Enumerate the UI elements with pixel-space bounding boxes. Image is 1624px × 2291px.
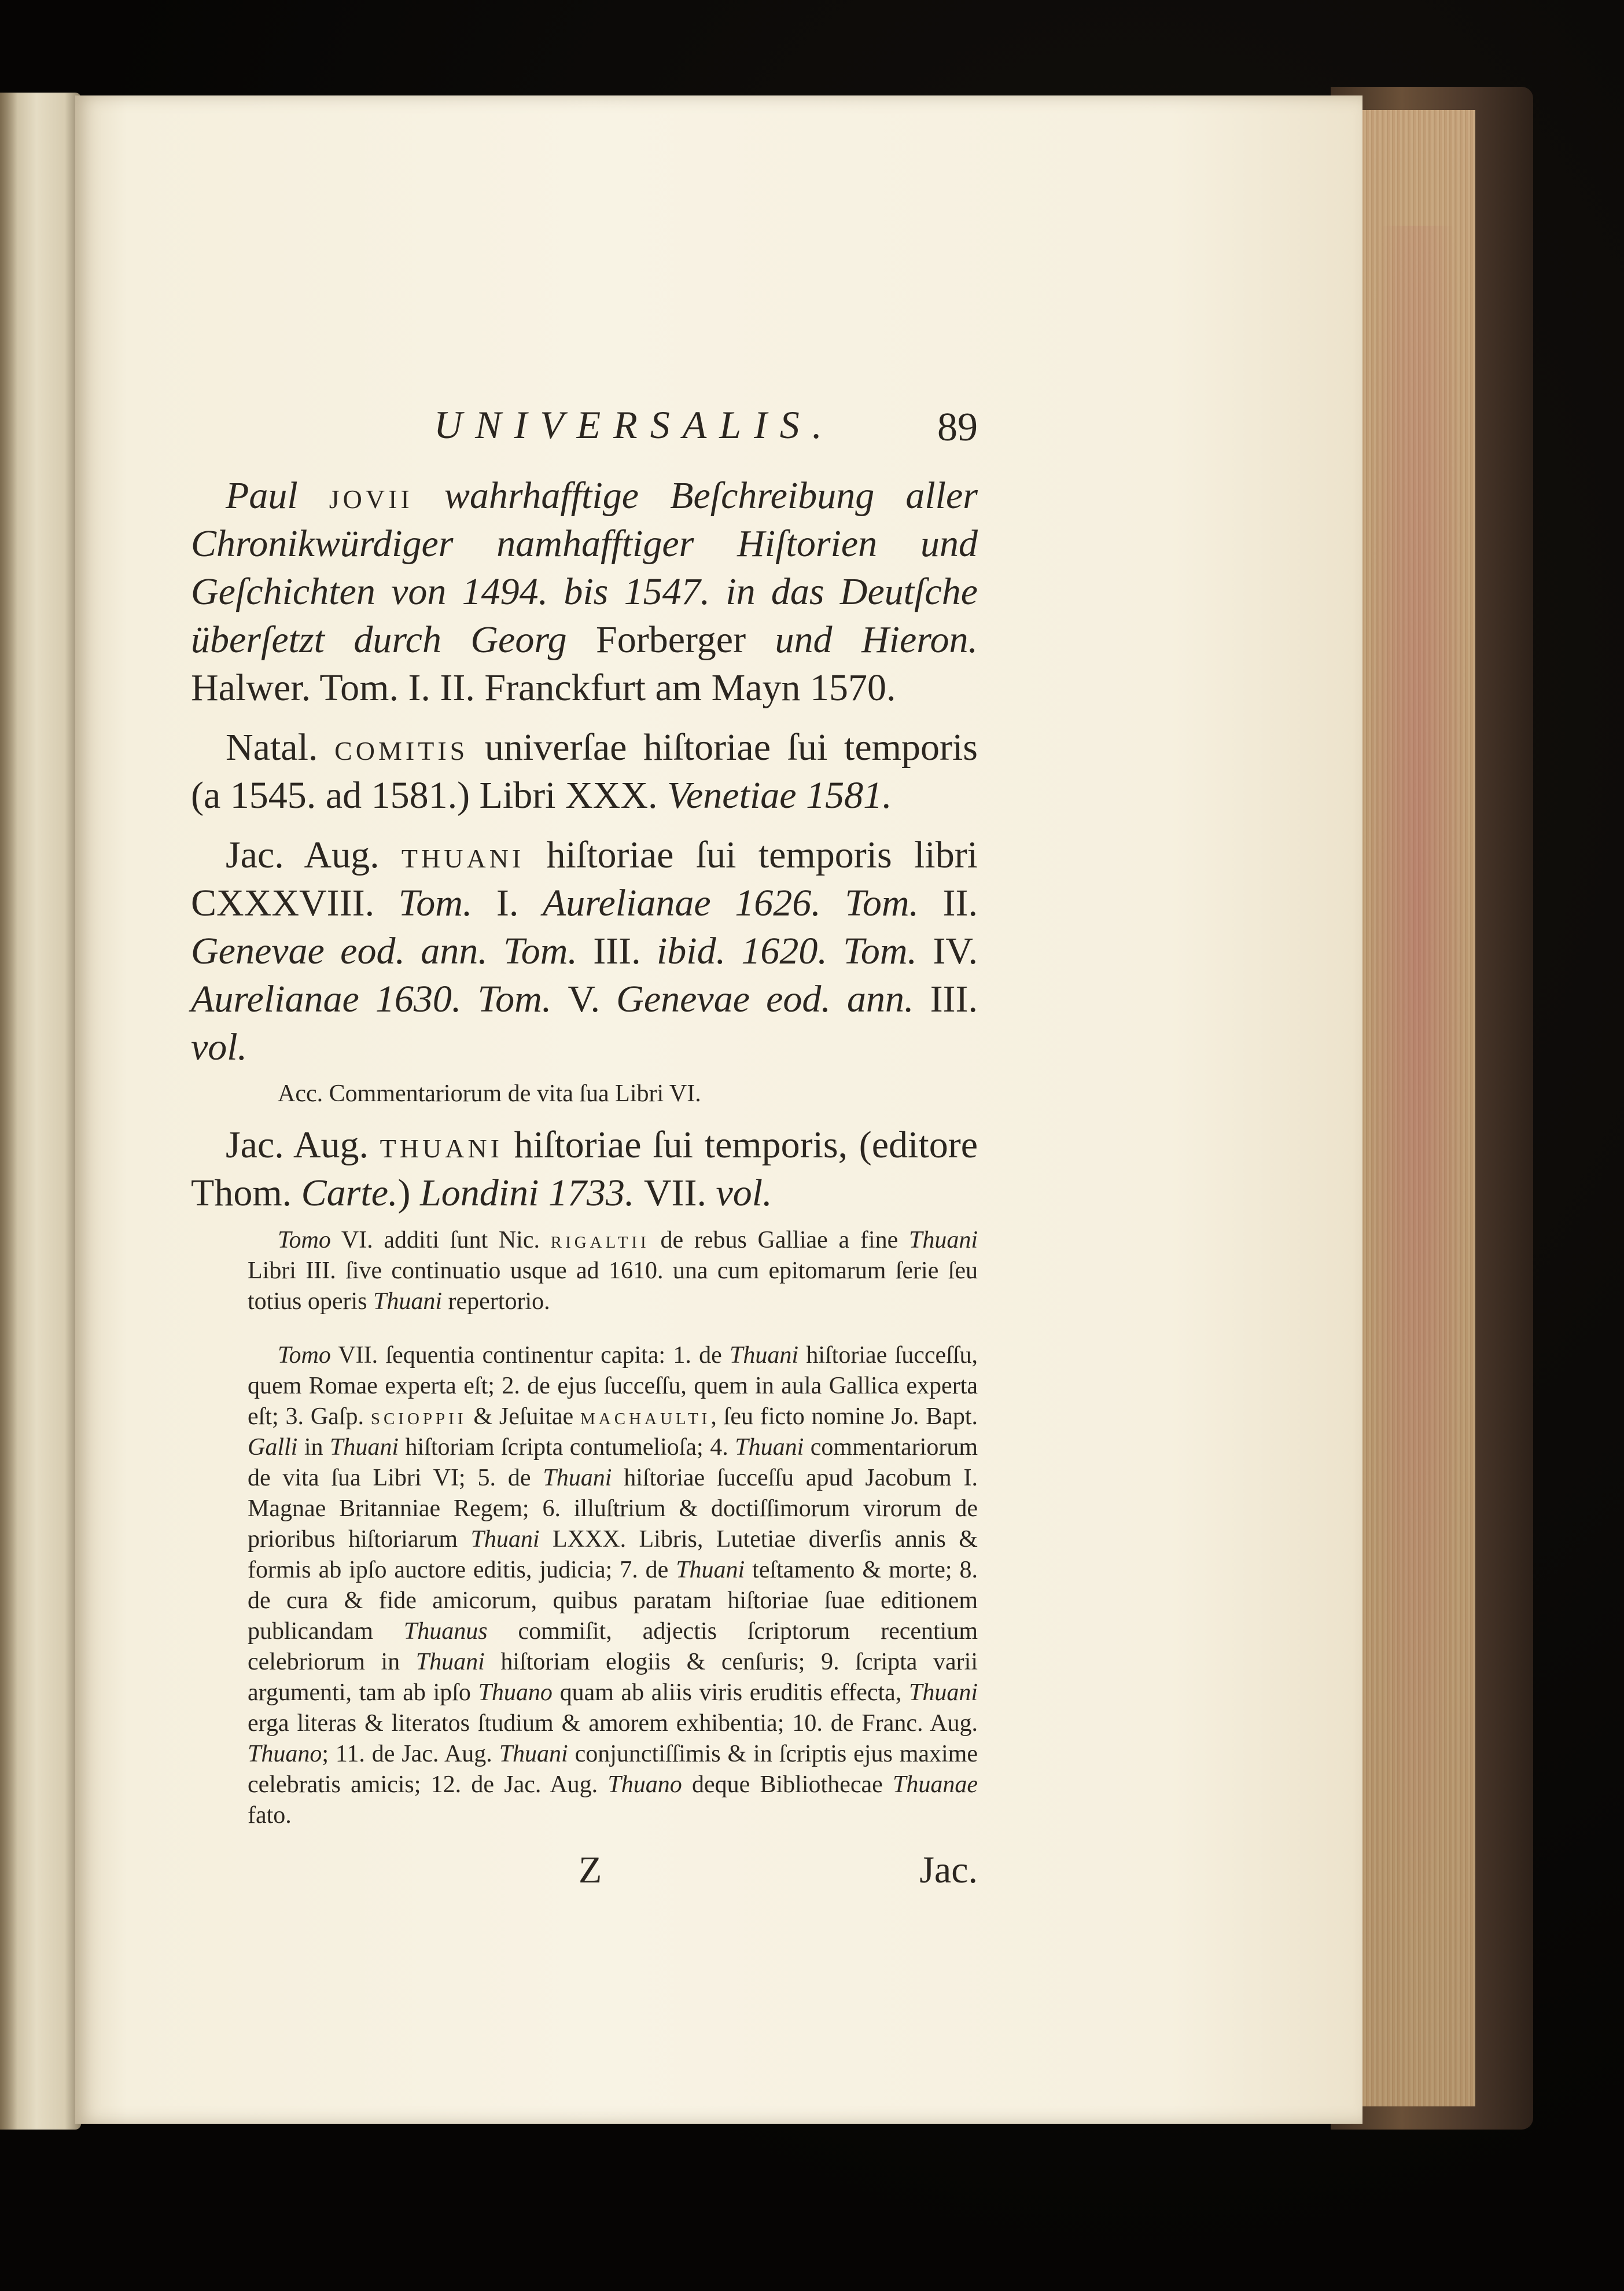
page-edges bbox=[1348, 110, 1475, 2106]
italic-text: Aurelianae 1626. Tom. bbox=[542, 882, 943, 924]
small-caps-name: thuani bbox=[401, 834, 525, 876]
italic-text: Thuani bbox=[373, 1288, 443, 1315]
italic-text: Venetiae 1581. bbox=[667, 774, 892, 817]
page-footer bbox=[191, 1843, 978, 1900]
roman-text: ; 11. de Jac. Aug. bbox=[322, 1741, 499, 1767]
roman-text: Halwer. Tom. I. II. Franckfurt am Mayn 1570. bbox=[191, 667, 896, 709]
italic-text: Thuano bbox=[248, 1741, 322, 1767]
italic-text: Thuano bbox=[478, 1679, 553, 1706]
page-text bbox=[191, 402, 978, 1900]
roman-text: Jac. Aug. bbox=[226, 1124, 380, 1166]
roman-text: VII. bbox=[643, 1172, 716, 1214]
roman-text: hiſtoriae ſui temporis libri CXXXVIII. bbox=[191, 834, 978, 924]
running-title: UNIVERSALIS. bbox=[434, 403, 835, 447]
roman-text: Forberger bbox=[596, 619, 775, 661]
roman-text: & Jeſuitae bbox=[466, 1403, 580, 1430]
italic-text: Tom. bbox=[398, 882, 496, 924]
italic-text: Thuani bbox=[908, 1227, 978, 1253]
italic-text: Thuanae bbox=[893, 1771, 978, 1798]
roman-text: III. bbox=[593, 930, 657, 972]
italic-text: Thuani bbox=[908, 1679, 978, 1706]
small-caps-name: jovii bbox=[329, 475, 413, 517]
roman-text: repertorio. bbox=[442, 1288, 550, 1315]
roman-text: , ſeu ficto nomine Jo. Bapt. bbox=[710, 1403, 978, 1430]
italic-text: Thuani bbox=[730, 1342, 799, 1369]
italic-text: Thuani bbox=[470, 1526, 540, 1553]
annotation-tomo-vi bbox=[191, 1225, 978, 1317]
italic-text: Thuani bbox=[735, 1434, 804, 1461]
roman-text: commiſit, adjectis ſcriptorum recentium celebriorum in bbox=[248, 1618, 978, 1675]
roman-text: in bbox=[297, 1434, 330, 1461]
small-caps-name: thuani bbox=[380, 1124, 503, 1166]
italic-text: wahrhafftige Beſchreibung aller Chronikwürdiger namhafftiger Hiſtorien und Geſchichten von 1494. bis 1547. in das Deutſche überſetzt durch Georg bbox=[191, 475, 978, 661]
roman-text: de rebus Galliae a fine bbox=[649, 1227, 909, 1253]
bibliography-entry-jovius bbox=[191, 472, 978, 712]
annotation-tomo-vii bbox=[191, 1340, 978, 1831]
italic-text: Tomo bbox=[278, 1227, 331, 1253]
roman-text: hiſtoriae ſucceſſu apud Jacobum I. Magnae Britanniae Regem; 6. illuſtrium & doctiſſimorum virorum de prioribus hiſtoriarum bbox=[248, 1465, 978, 1553]
running-head bbox=[191, 402, 978, 472]
small-caps-name: comitis bbox=[334, 726, 469, 768]
roman-text: ) bbox=[397, 1172, 420, 1214]
bibliography-entry-thuani-1626 bbox=[191, 831, 978, 1071]
italic-text: Carte. bbox=[301, 1172, 398, 1214]
roman-text: V. bbox=[568, 978, 617, 1020]
book-page bbox=[75, 95, 1362, 2124]
italic-text: Thuani bbox=[330, 1434, 399, 1461]
roman-text: IV. bbox=[933, 930, 978, 972]
roman-text: commentariorum de vita ſua Libri VI; 5. de bbox=[248, 1434, 978, 1491]
entry-note: Acc. Commentariorum de vita ſua Libri VI. bbox=[278, 1080, 701, 1107]
italic-text: Thuano bbox=[607, 1771, 682, 1798]
small-caps-name: rigaltii bbox=[550, 1227, 650, 1253]
italic-text: Thuani bbox=[676, 1557, 745, 1583]
small-caps-name: machaulti bbox=[580, 1403, 711, 1430]
italic-text: Paul bbox=[226, 475, 329, 517]
roman-text: VI. additi ſunt Nic. bbox=[330, 1227, 551, 1253]
italic-text: und Hieron. bbox=[775, 619, 978, 661]
roman-text: deque Bibliothecae bbox=[682, 1771, 893, 1798]
roman-text: fato. bbox=[248, 1802, 292, 1829]
roman-text: hiſtoriae ſucceſſu, quem Romae experta eſt; 2. de ejus ſucceſſu, quem in aula Gallica experta eſt; 3. Gaſp. bbox=[248, 1342, 978, 1430]
roman-text: erga literas & literatos ſtudium & amorem exhibentia; 10. de Franc. Aug. bbox=[248, 1710, 978, 1737]
catchword: Jac. bbox=[919, 1849, 978, 1891]
italic-text: vol. bbox=[191, 1026, 248, 1068]
page-number: 89 bbox=[937, 405, 978, 450]
roman-text: Libri III. ſive continuatio usque ad 1610. una cum epitomarum ſerie ſeu totius operis bbox=[248, 1257, 978, 1315]
roman-text: hiſtoriae ſui temporis, (editore Thom. bbox=[191, 1124, 978, 1214]
italic-text: Tomo bbox=[278, 1342, 331, 1369]
italic-text: Thuani bbox=[415, 1649, 485, 1675]
italic-text: Galli bbox=[248, 1434, 298, 1461]
roman-text: LXXX. Libris, Lutetiae diverſis annis & formis ab ipſo auctore editis, judicia; 7. de bbox=[248, 1526, 978, 1583]
roman-text: II. bbox=[942, 882, 978, 924]
italic-text: ibid. 1620. Tom. bbox=[656, 930, 933, 972]
roman-text: Natal. bbox=[226, 726, 335, 768]
roman-text: quam ab aliis viris eruditis effecta, bbox=[552, 1679, 909, 1706]
signature-mark: Z bbox=[579, 1849, 602, 1891]
italic-text: Aurelianae 1630. Tom. bbox=[191, 978, 568, 1020]
roman-text: hiſtoriam ſcripta contumelioſa; 4. bbox=[399, 1434, 735, 1461]
small-caps-name: scioppii bbox=[370, 1403, 467, 1430]
roman-text: I. bbox=[496, 882, 543, 924]
italic-text: Genevae eod. ann. bbox=[616, 978, 930, 1020]
facing-page-edge bbox=[0, 93, 81, 2130]
roman-text: univerſae hiſtoriae ſui temporis (a 1545. ad 1581.) Libri XXX. bbox=[191, 726, 978, 817]
roman-text: hiſtoriam elogiis & cenſuris; 9. ſcripta varii argumenti, tam ab ipſo bbox=[248, 1649, 978, 1706]
roman-text: conjunctiſſimis & in ſcriptis ejus maxime celebratis amicis; 12. de Jac. Aug. bbox=[248, 1741, 978, 1798]
roman-text: III. bbox=[930, 978, 978, 1020]
roman-text: VII. ſequentia continentur capita: 1. de bbox=[330, 1342, 730, 1369]
italic-text: vol. bbox=[716, 1172, 772, 1214]
italic-text: Thuani bbox=[543, 1465, 612, 1491]
italic-text: Genevae eod. ann. Tom. bbox=[191, 930, 594, 972]
bibliography-entry-thuani-1733 bbox=[191, 1121, 978, 1217]
roman-text: teſtamento & morte; 8. de cura & fide amicorum, quibus paratam hiſtoriae ſuae editionem publicandam bbox=[248, 1557, 978, 1645]
italic-text: Thuani bbox=[499, 1741, 568, 1767]
italic-text: Thuanus bbox=[403, 1618, 488, 1645]
italic-text: Londini 1733. bbox=[419, 1172, 644, 1214]
roman-text: Jac. Aug. bbox=[226, 834, 402, 876]
bibliography-entry-comitis bbox=[191, 723, 978, 819]
